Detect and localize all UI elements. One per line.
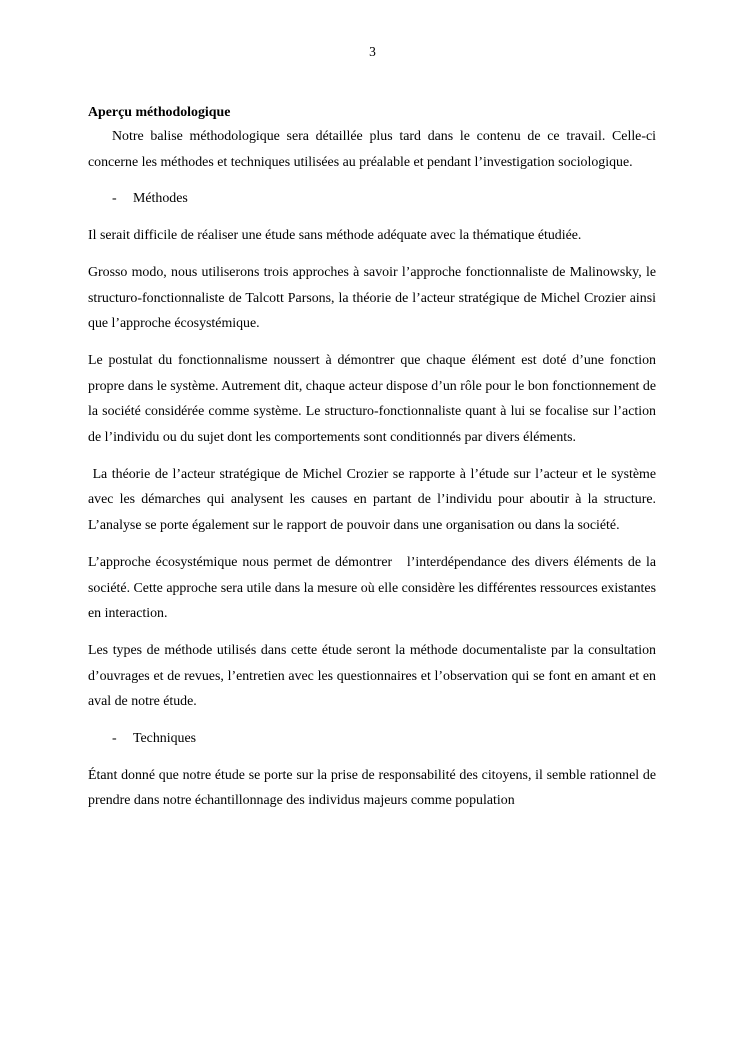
paragraph-methods-3: Le postulat du fonctionnalisme noussert à démontrer que chaque élément est doté d’une fonction propre dans le système. Autrement dit, chaque acteur dispose d’un rôle pour le bon fonctionnement de la société considérée comme système. Le structuro-fonctionnaliste quant à lui se focalise sur l’action de l’individu ou du sujet dont les comportements sont conditionnés par divers éléments.	[88, 352, 656, 446]
document-body	[88, 104, 660, 814]
intro-paragraph: Notre balise méthodologique sera détaillée plus tard dans le contenu de ce travail. Celle-ci concerne les méthodes et techniques utilisées au préalable et pendant l’investigation sociologique.	[88, 129, 656, 170]
bullet-techniques	[88, 726, 656, 752]
subheading-methods: Méthodes	[133, 191, 188, 207]
subheading-techniques: Techniques	[133, 731, 197, 747]
paragraph-methods-4: La théorie de l’acteur stratégique de Michel Crozier se rapporte à l’étude sur l’acteur et le système avec les démarches qui analysent les causes en partant de l’individu pour aboutir à la structure. L’analyse se porte également sur le rapport de pouvoir dans une organisation ou dans la société.	[88, 466, 660, 534]
bullet-dash: -	[112, 731, 117, 747]
page-number: 3	[369, 44, 376, 59]
section-heading: Aperçu méthodologique	[88, 105, 231, 120]
paragraph-techniques-1: Étant donné que notre étude se porte sur la prise de responsabilité des citoyens, il semble rationnel de prendre dans notre échantillonnage des individus majeurs comme population	[88, 767, 656, 809]
paragraph-methods-5: L’approche écosystémique nous permet de démontrer l’interdépendance des divers éléments de la société. Cette approche sera utile dans la mesure où elle considère les différentes ressources existantes en interaction.	[88, 554, 660, 622]
paragraph-methods-1: Il serait difficile de réaliser une étude sans méthode adéquate avec la thématique étudiée.	[88, 228, 582, 244]
paragraph-methods-6: Les types de méthode utilisés dans cette étude seront la méthode documentaliste par la consultation d’ouvrages et de revues, l’entretien avec les questionnaires et l’observation qui se font en amant et en aval de notre étude.	[88, 642, 656, 710]
bullet-methods	[88, 186, 656, 212]
paragraph-methods-2: Grosso modo, nous utiliserons trois approches à savoir l’approche fonctionnaliste de Malinowsky, le structuro-fonctionnaliste de Talcott Parsons, la théorie de l’acteur stratégique de Michel Crozier ainsi que l’approche écosystémique.	[88, 264, 656, 332]
bullet-dash: -	[112, 191, 117, 207]
